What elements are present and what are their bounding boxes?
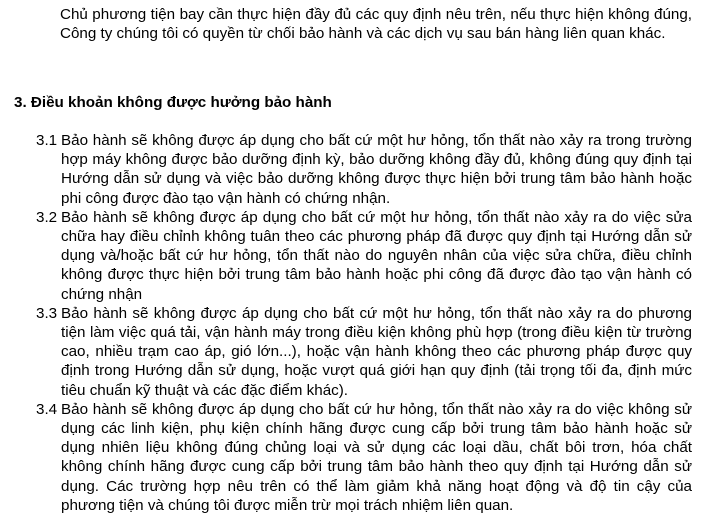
section-heading: 3. Điều khoản không được hưởng bảo hành [14,94,332,111]
clause-number: 3.3 [36,304,58,322]
clause-text: Bảo hành sẽ không được áp dụng cho bất cứ một hư hỏng, tổn thất nào xảy ra trong trường hợp máy không được bảo dưỡng định kỳ, bảo dưỡng không đầy đủ, không đúng quy định tại Hướng dẫn sử dụng và việc bảo dưỡng không được thực hiện bởi trung tâm bảo hành hoặc phi công được đào tạo vận hành có chứng nhận. [61,132,692,207]
clause-text: Bảo hành sẽ không được áp dụng cho bất cứ hư hỏng, tổn thất nào xảy ra do việc không sử dụng các linh kiện, phụ kiện chính hãng được cung cấp bởi trung tâm bảo hành hoặc sử dụng nhiên liệu không đúng chủng loại và sử dụng các loại dầu, chất bôi trơn, hóa chất không chính hãng được cung cấp bởi trung tâm bảo hành theo quy định tại Hướng dẫn sử dụng. Các trường hợp nêu trên có thể làm giảm khả năng hoạt động và độ tin cậy của phương tiện và chúng tôi được miễn trừ mọi trách nhiệm liên quan. [61,400,692,514]
clause-number: 3.1 [36,132,58,149]
clause-3-3 [36,304,692,400]
clause-list [36,131,692,515]
clause-3-2 [36,208,692,304]
clause-3-1 [36,131,692,208]
clause-number: 3.4 [36,400,58,418]
intro-paragraph: Chủ phương tiện bay cần thực hiện đầy đủ các quy định nêu trên, nếu thực hiện không đúng, Công ty chúng tôi có quyền từ chối bảo hành và các dịch vụ sau bán hàng liên quan khác. [60,6,692,43]
clause-text: Bảo hành sẽ không được áp dụng cho bất cứ một hư hỏng, tổn thất nào xảy ra do việc sửa chữa hay điều chỉnh không tuân theo các phương pháp đã được quy định tại Hướng dẫn sử dụng và/hoặc bất cứ hư hỏng, tổn thất nào do nguyên nhân của việc sửa chữa, điều chỉnh không được thực hiện bởi trung tâm bảo hành hoặc phi công đã được đào tạo vận hành có chứng nhận [61,208,692,303]
clause-text: Bảo hành sẽ không được áp dụng cho bất cứ một hư hỏng, tổn thất nào xảy ra do phương tiện làm việc quá tải, vận hành máy trong điều kiện không phù hợp (trong điều kiện từ trường cao, nhiều trạm cao áp, gió lớn...), hoặc vận hành không theo các phương pháp được quy định trong Hướng dẫn sử dụng, hoặc vượt quá giới hạn quy định (tải trọng tối đa, định mức tiêu chuẩn kỹ thuật và các đặc điểm khác). [61,304,692,399]
clause-3-4 [36,400,692,515]
clause-number: 3.2 [36,208,58,226]
